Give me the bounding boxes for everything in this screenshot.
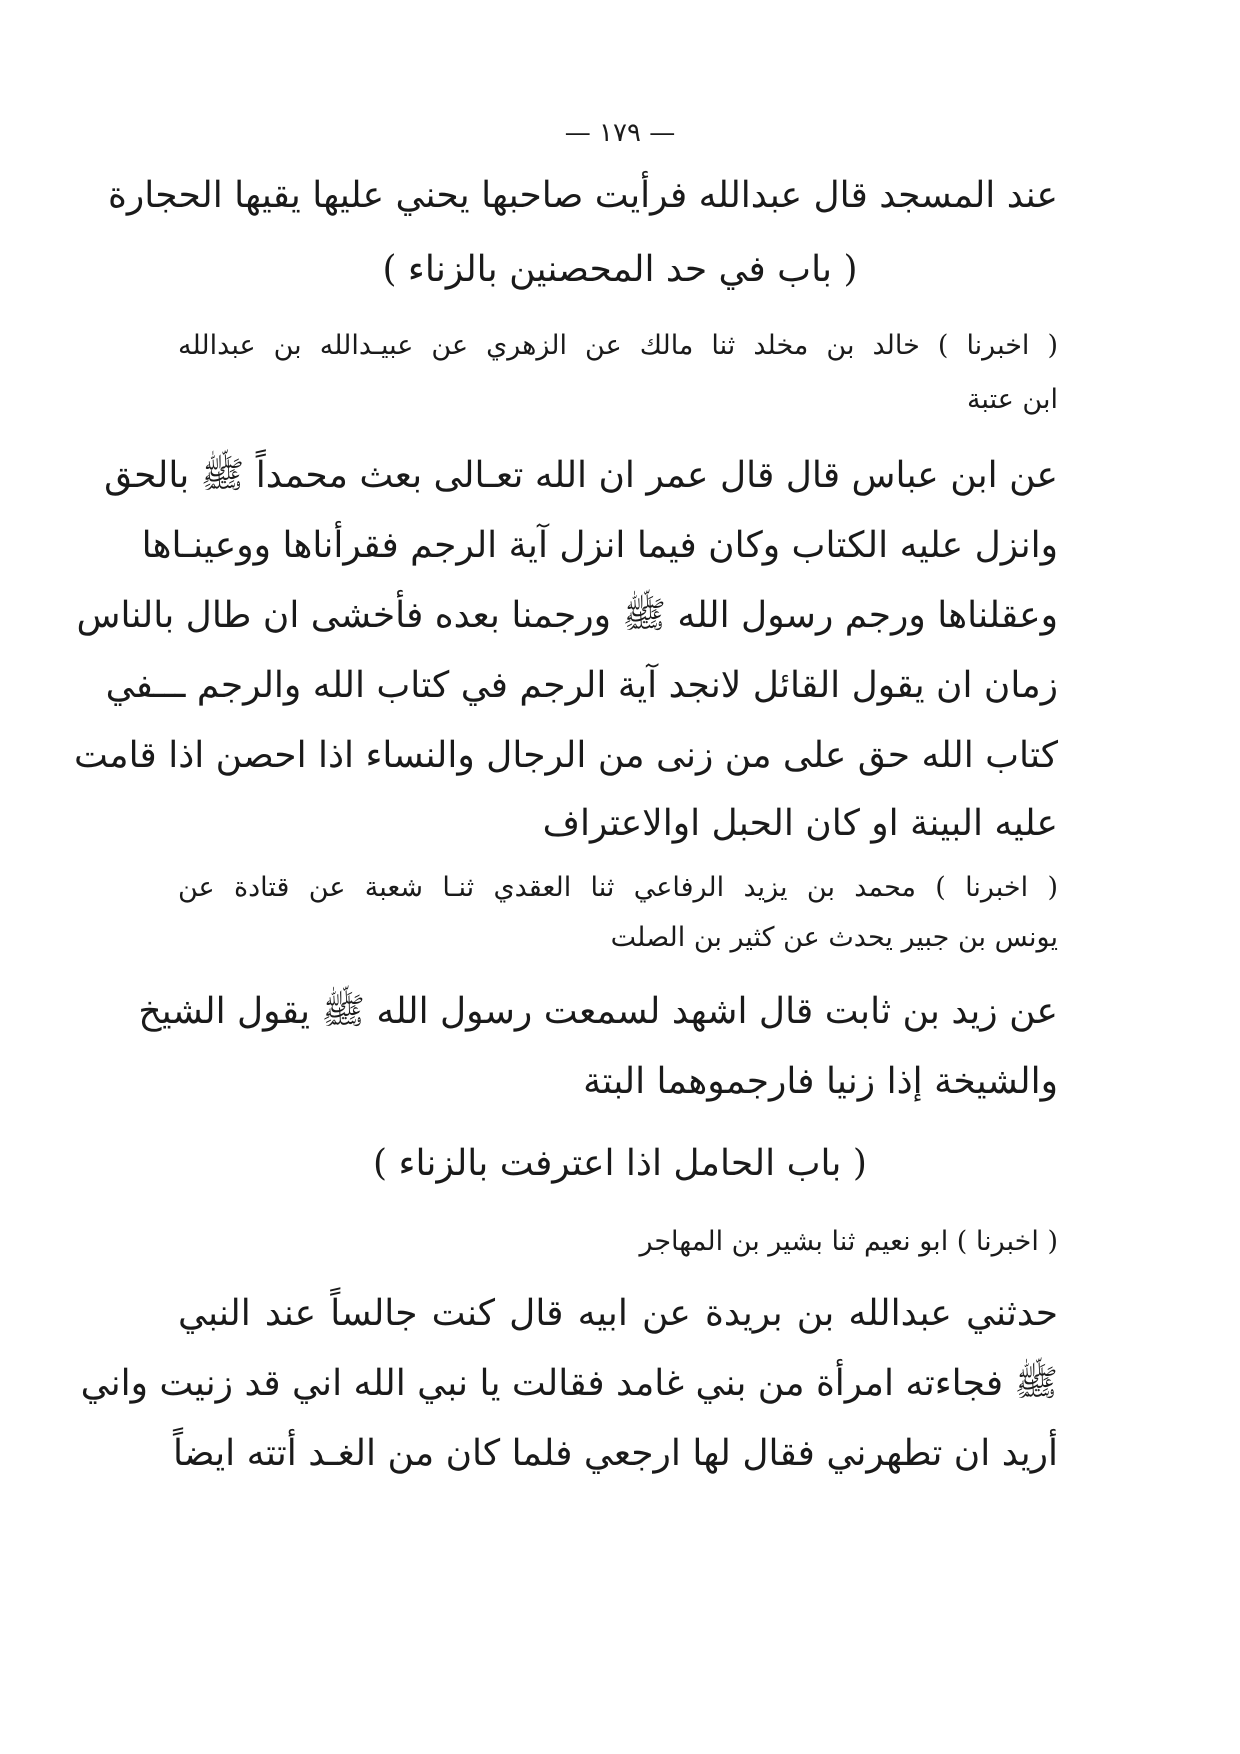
text-line: ﷺ فجاءته امرأة من بني غامد فقالت يا نبي الله اني قد زنيت واني [80, 1363, 1058, 1404]
page-number: — ١٧٩ — [564, 118, 676, 148]
isnad-line: ابن عتبة [966, 384, 1058, 415]
isnad-line: ( اخبرنا ) خالد بن مخلد ثنا مالك عن الزهري عن عبيـدالله بن عبدالله [178, 330, 1058, 361]
text-line: والشيخة إذا زنيا فارجموهما البتة [583, 1061, 1058, 1102]
text-line: عليه البينة او كان الحبل اوالاعتراف [542, 803, 1058, 844]
isnad-line: يونس بن جبير يحدث عن كثير بن الصلت [610, 922, 1058, 953]
text-line: وانزل عليه الكتاب وكان فيما انزل آية الرجم فقرأناها ووعينـاها [141, 525, 1058, 566]
text-line: حدثني عبدالله بن بريدة عن ابيه قال كنت جالساً عند النبي [178, 1293, 1058, 1334]
text-line: عن ابن عباس قال قال عمر ان الله تعـالى بعث محمداً ﷺ بالحق [104, 455, 1058, 496]
chapter-heading: ( باب في حد المحصنين بالزناء ) [382, 249, 858, 290]
text-line: كتاب الله حق على من زنى من الرجال والنساء اذا احصن اذا قامت [73, 735, 1058, 776]
isnad-line: ( اخبرنا ) محمد بن يزيد الرفاعي ثنا العقدي ثنـا شعبة عن قتادة عن [178, 872, 1058, 903]
chapter-heading: ( باب الحامل اذا اعترفت بالزناء ) [373, 1143, 867, 1184]
text-line: وعقلناها ورجم رسول الله ﷺ ورجمنا بعده فأخشى ان طال بالناس [76, 595, 1058, 636]
text-line: أريد ان تطهرني فقال لها ارجعي فلما كان من الغـد أتته ايضاً [172, 1433, 1058, 1474]
text-line: عند المسجد قال عبدالله فرأيت صاحبها يحني عليها يقيها الحجارة [108, 175, 1058, 216]
text-line: زمان ان يقول القائل لانجد آية الرجم في كتاب الله والرجم ـــفي [105, 665, 1058, 706]
text-line: عن زيد بن ثابت قال اشهد لسمعت رسول الله ﷺ يقول الشيخ [138, 991, 1058, 1032]
isnad-line: ( اخبرنا ) ابو نعيم ثنا بشير بن المهاجر [639, 1226, 1058, 1257]
